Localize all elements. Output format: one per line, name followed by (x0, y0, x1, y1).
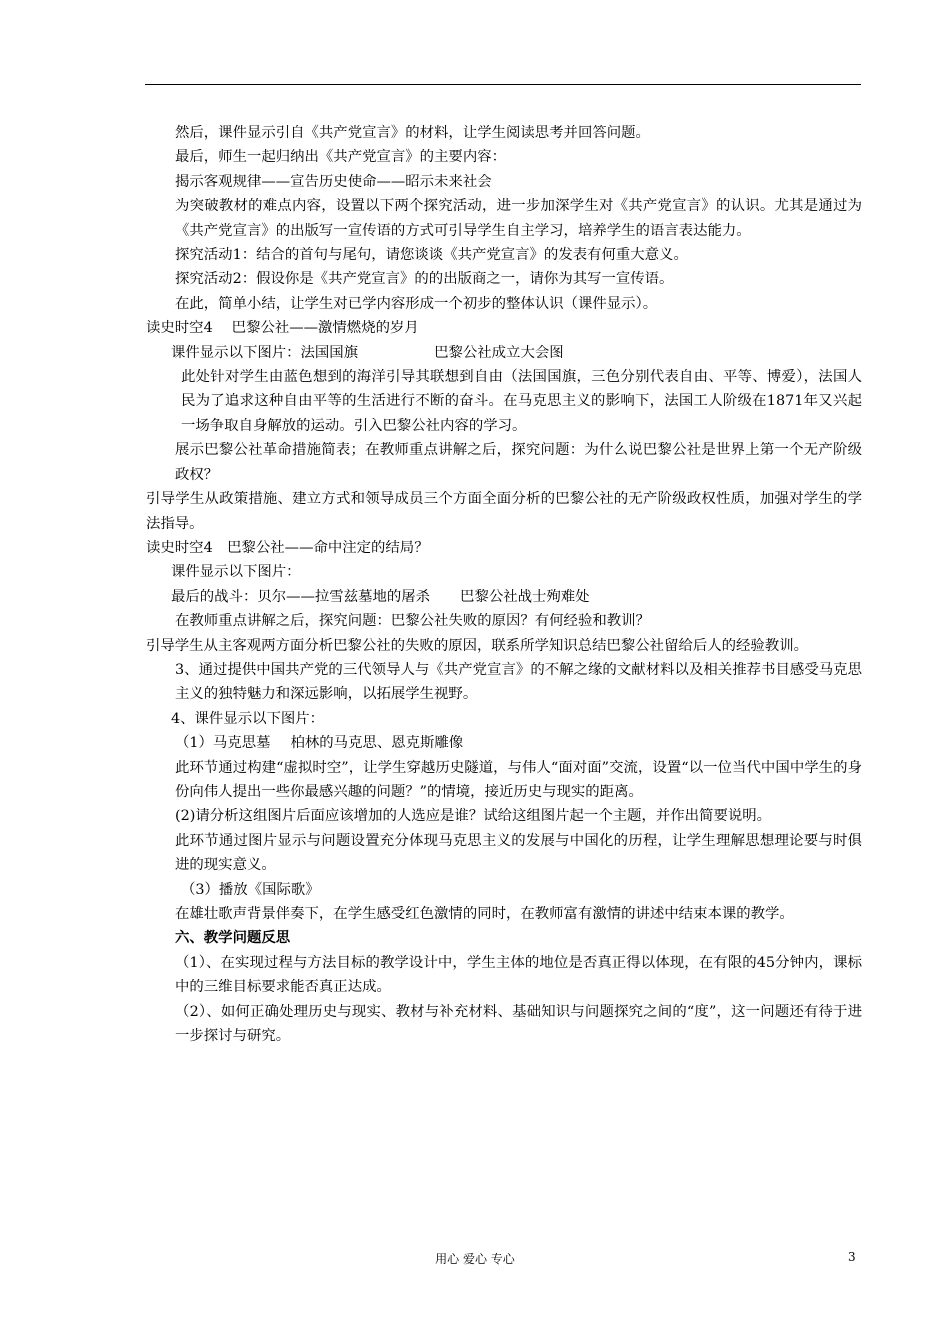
header-rule (145, 84, 861, 85)
paragraph: 引导学生从主客观两方面分析巴黎公社的失败的原因，联系所学知识总结巴黎公社留给后人的经验教训。 (146, 637, 808, 654)
paragraph: 引导学生从政策措施、建立方式和领导成员三个方面全面分析的巴黎公社的无产阶级政权性质，加强对学生的学法指导。 (146, 491, 862, 532)
paragraph (146, 341, 862, 365)
paragraph: 4、课件显示以下图片： (171, 710, 325, 727)
paragraph: （2）、如何正确处理历史与现实、教材与补充材料、基础知识与问题探究之间的“度”，这一问题还有待于进一步探讨与研究。 (175, 1003, 862, 1045)
page-number: 3 (848, 1250, 856, 1264)
inline-text: 巴黎公社战士殉难处 (460, 588, 590, 605)
paragraph: 然后，课件显示引自《共产党宣言》的材料，让学生阅读思考并回答问题。 (175, 125, 650, 141)
paragraph: 为突破教材的难点内容，设置以下两个探究活动，进一步加深学生对《共产党宣言》的认识。尤其是通过为《共产党宣言》的出版写一宣传语的方式可引导学生自主学习，培养学生的语言表达能力。 (175, 198, 862, 239)
paragraph: 此环节通过构建“虚拟时空”，让学生穿越历史隧道，与伟人“面对面”交流，设置“以一位当代中国中学生的身份向伟人提出一些你最感兴趣的问题？”的情境，接近历史与现实的距离。 (175, 759, 862, 800)
paragraph: 此环节通过图片显示与问题设置充分体现马克思主义的发展与中国化的历程，让学生理解思想理论要与时俱进的现实意义。 (175, 832, 862, 874)
footer-text: 用心 爱心 专心 (435, 1252, 515, 1266)
inline-text: 最后的战斗：贝尔——拉雪兹墓地的屠杀 (171, 588, 431, 605)
inline-text: （1）马克思墓 (175, 735, 271, 752)
paragraph: 最后，师生一起归纳出《共产党宣言》的主要内容： (175, 149, 506, 166)
page-body (146, 121, 862, 1048)
paragraph: 在教师重点讲解之后，探究问题：巴黎公社失败的原因？有何经验和教训？ (175, 613, 650, 630)
paragraph: 在雄壮歌声背景伴奏下，在学生感受红色激情的同时，在教师富有激情的讲述中结束本课的教学。 (175, 906, 794, 922)
paragraph (146, 731, 862, 755)
paragraph: （1）、在实现过程与方法目标的教学设计中，学生主体的地位是否真正得以体现，在有限的45分钟内，课标中的三维目标要求能否真正达成。 (175, 954, 862, 996)
paragraph: (2)请分析这组图片后面应该增加的人选应是谁？试给这组图片起一个主题，并作出简要说明。 (175, 808, 772, 825)
section-heading: 六、教学问题反思 (175, 929, 291, 947)
paragraph: 展示巴黎公社革命措施简表；在教师重点讲解之后，探究问题：为什么说巴黎公社是世界上第一个无产阶级政权？ (175, 442, 862, 483)
inline-text: 课件显示以下图片：法国国旗 (171, 344, 359, 361)
paragraph: （3）播放《国际歌》 (181, 881, 320, 898)
paragraph: 探究活动2：假设你是《共产党宣言》的的出版商之一，请你为其写一宣传语。 (175, 271, 674, 288)
paragraph (146, 585, 862, 609)
paragraph: 揭示客观规律——宣告历史使命——昭示未来社会 (175, 173, 492, 190)
paragraph: 探究活动1：结合的首句与尾句，请您谈谈《共产党宣言》的发表有何重大意义。 (175, 247, 688, 264)
paragraph: 课件显示以下图片： (171, 564, 301, 581)
section-heading: 读史时空4 巴黎公社——命中注定的结局？ (146, 539, 429, 556)
section-heading: 读史时空4 巴黎公社——激情燃烧的岁月 (146, 320, 419, 337)
paragraph: 在此，简单小结，让学生对已学内容形成一个初步的整体认识（课件显示）。 (175, 295, 658, 312)
paragraph: 此处针对学生由蓝色想到的海洋引导其联想到自由（法国国旗，三色分别代表自由、平等、博爱），法国人民为了追求这种自由平等的生活进行不断的奋斗。在马克思主义的影响下，法国工人阶级在1871年又兴起一场争取自身解放的运动。引入巴黎公社内容的学习。 (181, 369, 862, 434)
inline-text: 巴黎公社成立大会图 (434, 344, 564, 361)
inline-text: 柏林的马克思、恩克斯雕像 (290, 735, 464, 752)
paragraph: 3、通过提供中国共产党的三代领导人与《共产党宣言》的不解之缘的文献材料以及相关推荐书目感受马克思主义的独特魅力和深远影响，以拓展学生视野。 (175, 661, 862, 703)
